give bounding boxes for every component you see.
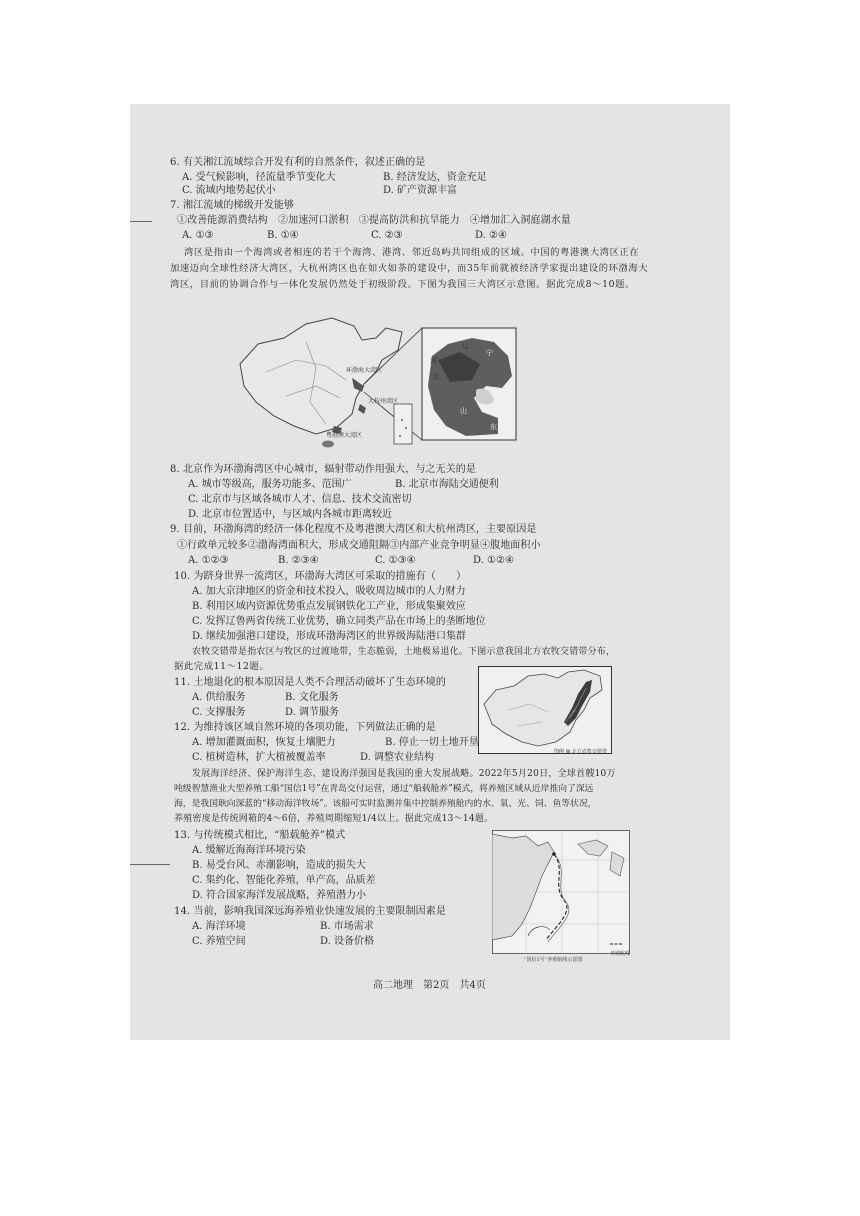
intro-13-14-line-4: 养殖密度是传统网箱的4～6倍，养殖周期缩短1/4以上。据此完成13～14题。	[174, 814, 494, 824]
q12-option-a: A. 增加灌溉面积，恢复土壤肥力	[192, 737, 336, 748]
q8-option-a: A. 城市等级高，服务功能多、范围广	[188, 479, 352, 490]
q8-option-b: B. 北京市海陆交通便利	[395, 479, 499, 490]
q13-option-b: B. 易受台风、赤潮影响，造成的损失大	[192, 860, 366, 871]
q9-option-a: A. ①②③	[188, 555, 229, 566]
q14-option-c: C. 养殖空间	[192, 936, 246, 947]
q9-items: ①行政单元较多②渤海湾面积大，形成交通阻隔③内部产业竞争明显④腹地面积小	[177, 540, 541, 551]
intro-8-10-line-2: 加速迈向全球性经济大湾区，大杭州湾区也在如火如荼的建设中，而35年前就被经济学家提出建设的环渤海大	[170, 263, 649, 274]
label-bohai: 环渤海大湾区	[346, 367, 383, 374]
q7-option-d: D. ②④	[475, 230, 507, 241]
agro-pastoral-map	[478, 666, 612, 754]
q7-option-b: B. ①④	[267, 230, 299, 241]
q7-stem: 7. 湘江流域的梯级开发能够	[170, 200, 295, 211]
q6-option-d: D. 矿产资源丰富	[383, 185, 458, 196]
inset-label-bei: 北	[432, 373, 439, 381]
inset-label-liao: 辽	[462, 342, 469, 350]
q6-option-b: B. 经济发达，资金充足	[383, 172, 487, 183]
q10-stem: 10. 为跻身世界一流湾区，环渤海大湾区可采取的措施有（ ）	[174, 571, 467, 582]
q14-option-a: A. 海洋环境	[192, 921, 246, 932]
q13-stem: 13. 与传统模式相比，“船载舱养”模式	[174, 830, 346, 841]
map2-caption: 图例 ▨ 北方农牧交错带	[554, 749, 607, 755]
q8-stem: 8. 北京作为环渤海湾区中心城市，辐射带动作用强大，与之无关的是	[170, 464, 476, 475]
intro-13-14-line-2: 吨级智慧渔业大型养殖工船“国信1号”在青岛交付运营，通过“船载舱养”模式，将养殖区域从近岸推向了深远	[174, 784, 594, 794]
q6-option-a: A. 受气候影响，径流量季节变化大	[182, 172, 336, 183]
inset-label-dong: 东	[490, 423, 497, 431]
q13-option-a: A. 缓解近海海洋环境污染	[192, 845, 306, 856]
q11-option-a: A. 供给服务	[192, 692, 246, 703]
q11-option-d: D. 调节服务	[285, 707, 340, 718]
q14-stem: 14. 当前，影响我国深远海养殖业快速发展的主要限制因素是	[174, 906, 446, 917]
guoxin-route-map	[492, 830, 630, 954]
q7-items: ①改善能源消费结构 ②加速河口淤积 ③提高防洪和抗旱能力 ④增加汇入洞庭湖水量	[177, 215, 571, 226]
q14-option-b: B. 市场需求	[320, 921, 374, 932]
q13-option-d: D. 符合国家海洋发展战略，养殖潜力小	[192, 890, 367, 901]
q9-option-d: D. ①②④	[473, 555, 514, 566]
q14-option-d: D. 设备价格	[320, 936, 375, 947]
inset-label-he: 河	[430, 357, 437, 365]
intro-13-14-line-3: 海，是我国耿向深蓝的“移动海洋牧场”。该船可实时监测并集中控制养殖舱内的水、氧、光、饲、鱼等状况，	[174, 799, 597, 809]
south-sea-inset	[394, 404, 412, 444]
qingdao-point	[552, 852, 556, 856]
q9-option-c: C. ①③④	[375, 555, 416, 566]
q10-option-d: D. 继续加强港口建设，形成环渤海湾区的世界级海陆港口集群	[192, 631, 467, 642]
bay-area-map	[236, 316, 518, 456]
q13-option-c: C. 集约化、智能化养殖，单产高，品质差	[192, 875, 376, 886]
china-outline	[240, 318, 402, 434]
label-hangzhou: 大杭州湾区	[368, 398, 399, 405]
q12-option-d: D. 调整农业结构	[360, 752, 435, 763]
intro-8-10-line-3: 湾区，目前的协调合作与一体化发展仍然处于初级阶段。下图为我国三大湾区示意图。据此完成8～10题。	[170, 279, 635, 290]
inset-label-ning: 宁	[486, 349, 493, 357]
intro-8-10-line-1: 湾区是指由一个海湾或者相连的若干个海湾、港湾、邻近岛屿共同组成的区域。中国的粤港澳大湾区正在	[184, 247, 640, 258]
q7-option-a: A. ①③	[182, 230, 214, 241]
map3-legend: 养殖航线	[610, 951, 631, 957]
hainan-island	[322, 441, 334, 448]
exam-page	[130, 104, 730, 1040]
map3-caption: “国信1号”养殖航线示意图	[524, 957, 583, 963]
margin-mark	[130, 221, 152, 222]
label-gba: 粤港澳大湾区	[326, 432, 363, 439]
q6-option-c: C. 流域内地势起伏小	[182, 185, 276, 196]
intro-11-12-line-2: 据此完成11～12题。	[174, 661, 270, 672]
q9-option-b: B. ②③④	[278, 555, 319, 566]
q11-option-c: C. 支撑服务	[192, 707, 246, 718]
q10-option-c: C. 发挥辽鲁两省传统工业优势，确立同类产品在市场上的垄断地位	[192, 616, 486, 627]
q11-stem: 11. 土地退化的根本原因是人类不合理活动破坏了生态环境的	[174, 677, 446, 688]
q12-option-c: C. 植树造林，扩大植被覆盖率	[192, 752, 326, 763]
q11-option-b: B. 文化服务	[285, 692, 339, 703]
q12-option-b: B. 停止一切土地开垦	[385, 737, 479, 748]
q8-option-d: D. 北京市位置适中，与区域内各城市距离较近	[188, 509, 393, 520]
q9-stem: 9. 目前，环渤海湾的经济一体化程度不及粤港澳大湾区和大杭州湾区，主要原因是	[170, 524, 537, 535]
inset-label-shan: 山	[460, 407, 467, 415]
q12-stem: 12. 为维持该区域自然环境的各项功能，下列做法正确的是	[174, 722, 436, 733]
q7-option-c: C. ②③	[371, 230, 403, 241]
hangzhou-region	[358, 404, 366, 414]
page-footer: 高二地理 第2页 共4页	[373, 980, 486, 991]
intro-13-14-line-1: 发展海洋经济、保护海洋生态、建设海洋强国是我国的重大发展战略。2022年5月20日，全球首艘10万	[192, 769, 616, 779]
q8-option-c: C. 北京市与区域各城市人才、信息、技术交流密切	[188, 494, 412, 505]
margin-mark-2	[130, 864, 170, 865]
q10-option-b: B. 利用区域内资源优势重点发展钢铁化工产业，形成集聚效应	[192, 601, 466, 612]
q6-stem: 6. 有关湘江流域综合开发有利的自然条件，叙述正确的是	[170, 157, 426, 168]
q10-option-a: A. 加大京津地区的资金和技术投入，吸收周边城市的人力财力	[192, 586, 466, 597]
intro-11-12-line-1: 农牧交错带是指农区与牧区的过渡地带，生态脆弱，土地极易退化。下图示意我国北方农牧交错带分布，	[192, 647, 616, 657]
